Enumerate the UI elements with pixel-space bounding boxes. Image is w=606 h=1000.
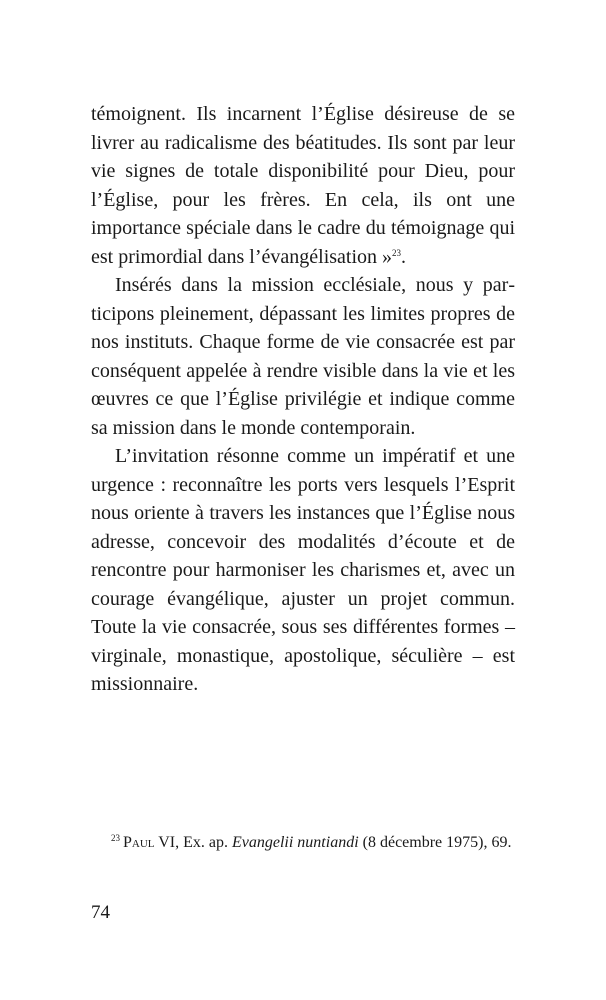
footnote-text-b: (8 décembre 1975), 69. [358, 834, 512, 851]
footnote-number: 23 [111, 833, 120, 843]
footnote-reference[interactable]: 23 [392, 247, 402, 258]
page-number: 74 [91, 902, 110, 923]
footnote-text-a: VI, Ex. ap. [154, 834, 232, 851]
paragraph-3: L’invitation résonne comme un impératif et une urgence : reconnaître les ports vers lesquels l’Esprit nous oriente à travers les instances que l’Église nous adresse, concevoir des modalités d’écoute et de rencontre pour harmoniser les charismes et, avec un courage évangélique, ajuster un projet commun. Toute la vie consacrée, sous ses différentes formes – virginale, monastique, apostolique, séculière – est missionnaire. [91, 445, 515, 695]
footnote-author: Paul [123, 834, 155, 851]
paragraph-1-text: témoignent. Ils incarnent l’Église désireuse de se livrer au radicalisme des béatitudes. Ils sont par leur vie signes de totale disponibilité pour Dieu, pour l’Église, pour les frères. En cela, ils ont une importance spéciale dans le cadre du témoignage qui est primordial dans l’évangélisation » [91, 103, 515, 268]
footnote-title: Evangelii nuntiandi [231, 834, 359, 851]
paragraph-1-end: . [401, 245, 407, 268]
main-text [91, 100, 515, 699]
footnote [91, 832, 515, 854]
paragraph-2: Insérés dans la mission ecclésiale, nous y participons pleinement, dépassant les limites propres de nos instituts. Chaque forme de vie consacrée est par conséquent appelée à rendre visible dans la vie et les œuvres ce que l’Église privilégie et indique comme sa mission dans le monde contemporain. [91, 274, 515, 439]
paragraph-1 [91, 100, 515, 271]
